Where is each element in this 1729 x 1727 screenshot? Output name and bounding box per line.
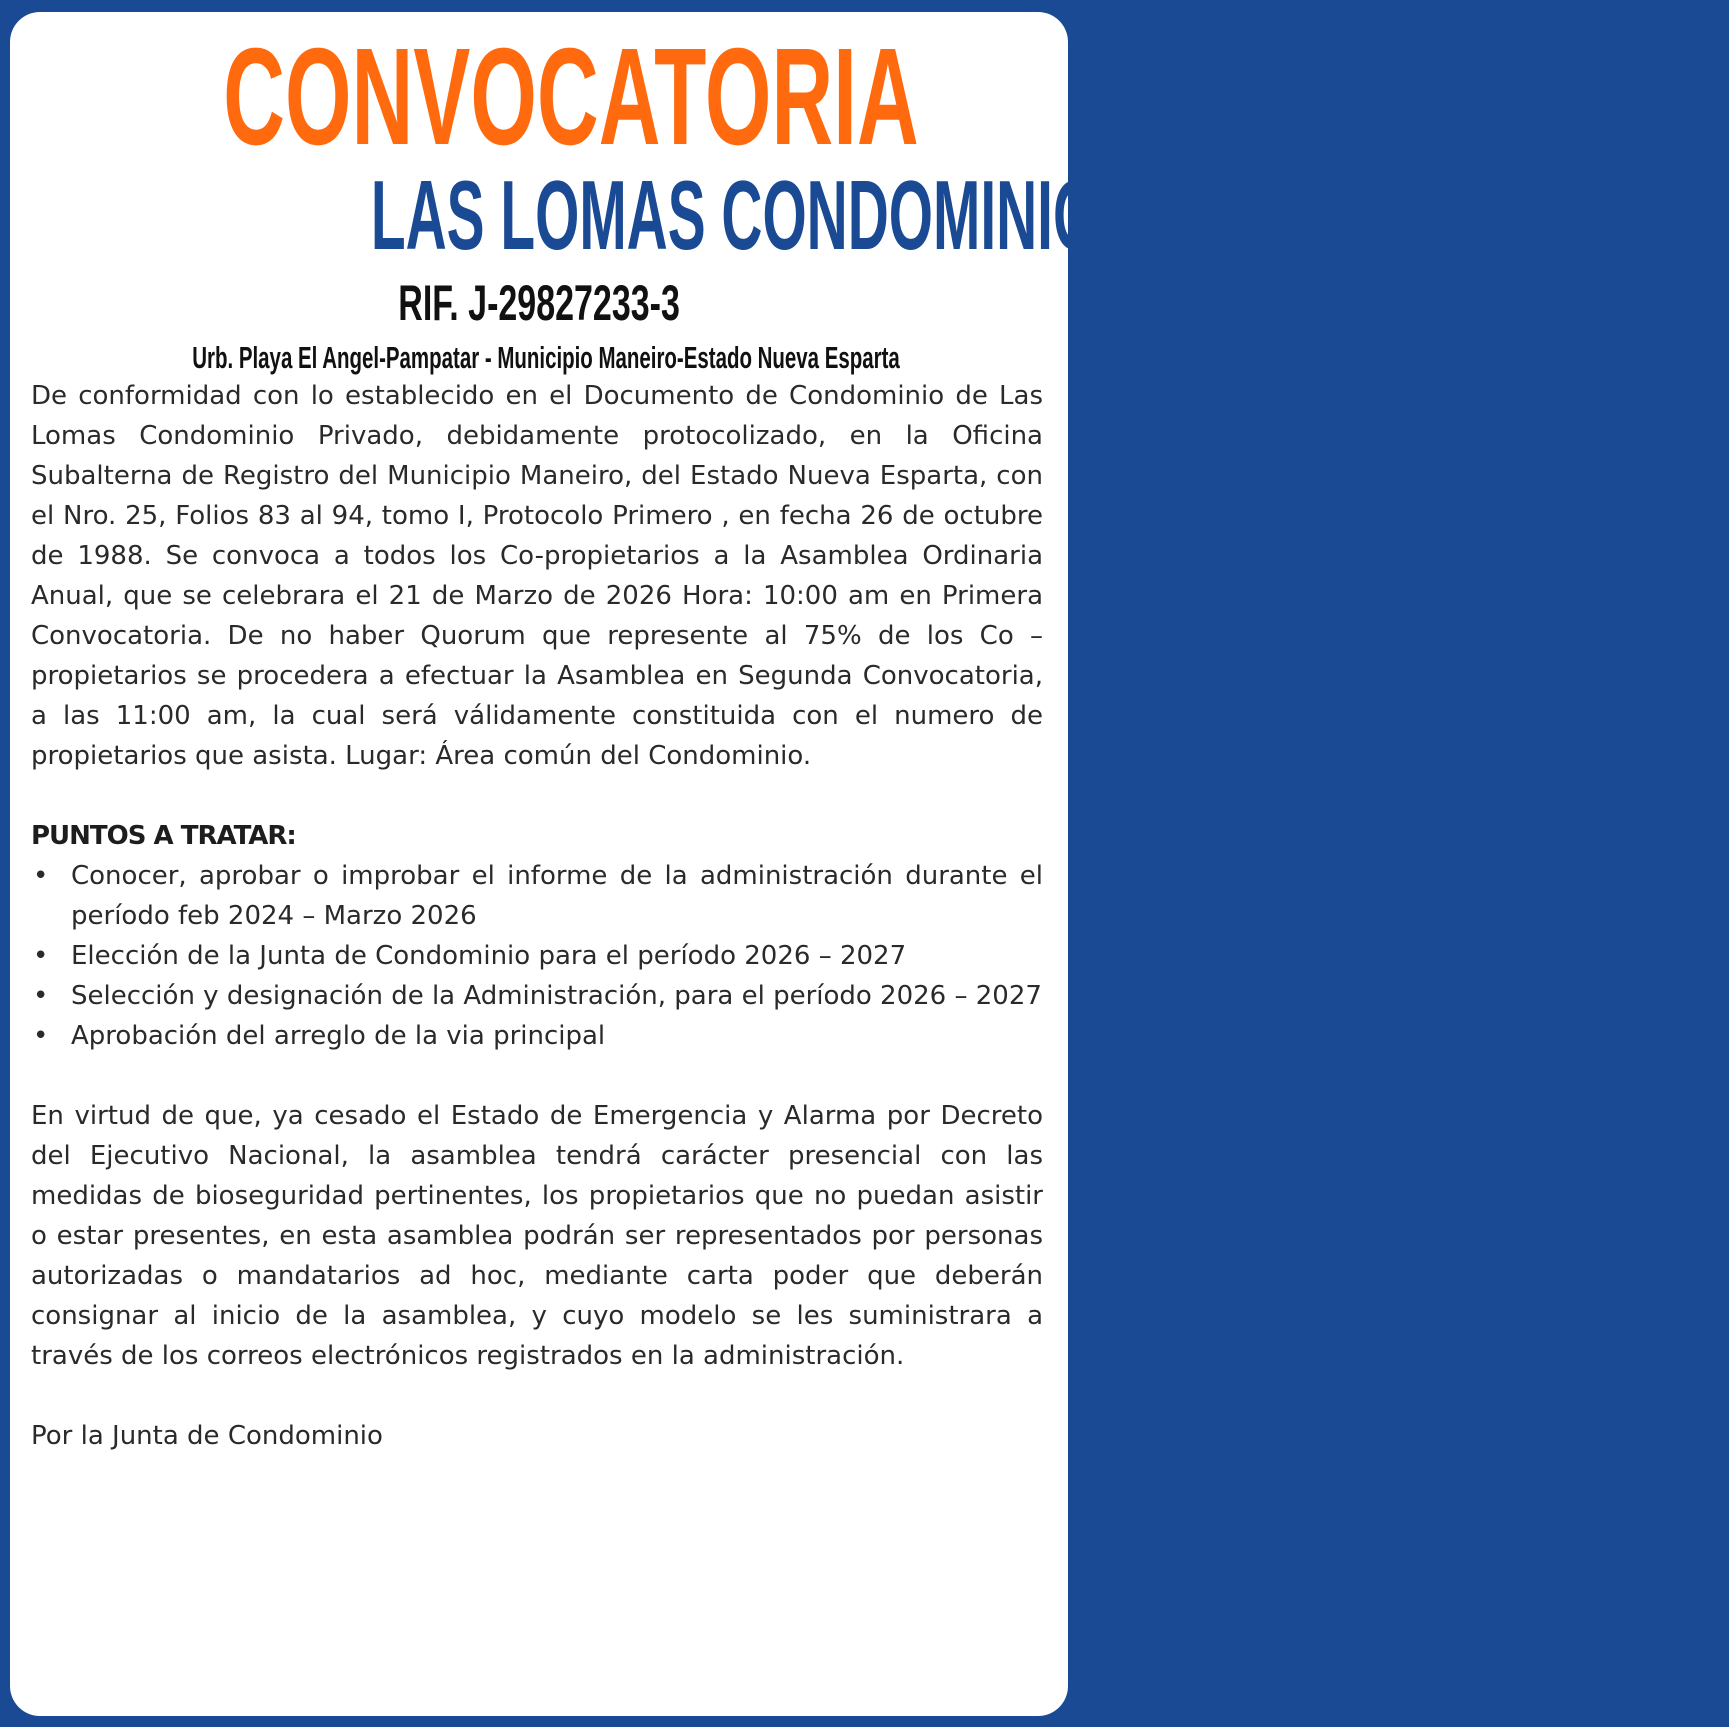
agenda-list [31,856,1043,1056]
bullet-icon: • [33,981,49,1011]
notice-paragraph: En virtud de que, ya cesado el Estado de Emergencia y Alarma por Decreto del Ejecutivo Nacional, la asamblea tendrá carácter presencial con las medidas de bioseguridad pertinentes, los propietarios que no puedan asistir o estar presentes, en esta asamblea podrán ser representados por personas autorizadas o mandatarios ad hoc, mediante carta poder que deberán consignar al inicio de la asamblea, y cuyo modelo se les suministrara a través de los correos electrónicos registrados en la administración. [31,1101,1043,1371]
condominium-name [10,160,1368,270]
agenda-item-text: Aprobación del arreglo de la via principal [71,1021,606,1051]
agenda-item [31,936,1043,976]
address-line [10,340,1068,376]
address-line-text: Urb. Playa El Angel-Pampatar - Municipio Maneiro-Estado Nueva Esparta [192,340,900,375]
agenda-item [31,856,1043,936]
agenda-item [31,1016,1043,1056]
agenda-item-text: Elección de la Junta de Condominio para el período 2026 – 2027 [71,941,907,971]
signature-line: Por la Junta de Condominio [31,1421,383,1451]
agenda-item-text: Conocer, aprobar o improbar el informe de la administración durante el período feb 2024 – Marzo 2026 [71,861,1043,931]
notice-body [31,376,1043,1456]
agenda-item-text: Selección y designación de la Administración, para el período 2026 – 2027 [71,981,1042,1011]
spacer [31,1376,1043,1416]
notice-title-text: CONVOCATORIA [223,20,919,174]
rif-number [10,274,1068,332]
bullet-icon: • [33,941,49,971]
notice-title [10,22,1068,172]
spacer [31,776,1043,816]
condominium-name-text: LAS LOMAS CONDOMINIO PRIVADO [370,160,1368,270]
agenda-heading: PUNTOS A TRATAR: [31,821,296,851]
agenda-item [31,976,1043,1016]
bullet-icon: • [33,1021,49,1051]
bullet-icon: • [33,861,49,891]
notice-card [10,12,1368,1716]
spacer [31,1056,1043,1096]
rif-number-text: RIF. J-29827233-3 [398,275,680,331]
intro-paragraph: De conformidad con lo establecido en el Documento de Condominio de Las Lomas Condominio Privado, debidamente protocolizado, en la Oficina Subalterna de Registro del Municipio Maneiro, del Estado Nueva Esparta, con el Nro. 25, Folios 83 al 94, tomo I, Protocolo Primero , en fecha 26 de octubre de 1988. Se convoca a todos los Co-propietarios a la Asamblea Ordinaria Anual, que se celebrara el 21 de Marzo de 2026 Hora: 10:00 am en Primera Convocatoria. De no haber Quorum que represente al 75% de los Co – propietarios se procedera a efectuar la Asamblea en Segunda Convocatoria, a las 11:00 am, la cual será válidamente constituida con el numero de propietarios que asista. Lugar: Área común del Condominio. [31,381,1043,771]
